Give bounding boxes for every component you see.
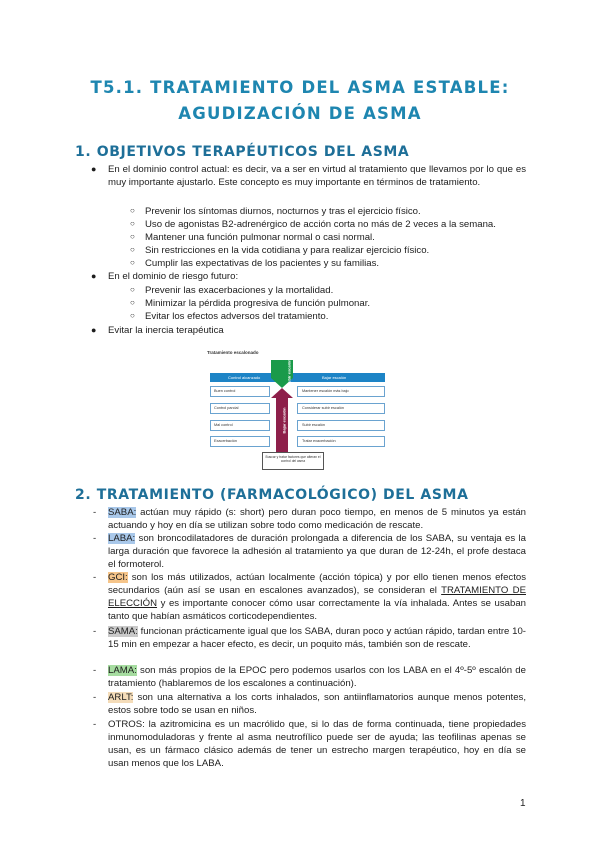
arrow-down-label: Bajar escalón — [281, 407, 287, 434]
dash-bullet: - — [93, 719, 97, 730]
sub-bullet-circle: ○ — [130, 298, 135, 307]
riesgo-item-3: Evitar los efectos adversos del tratamiento. — [145, 311, 329, 322]
bullet-dot: ● — [91, 164, 97, 174]
laba-label: LABA: — [108, 533, 136, 544]
document-title-line2: AGUDIZACIÓN DE ASMA — [178, 104, 422, 123]
bullet-dot: ● — [91, 271, 97, 281]
control-item-2: Uso de agonistas B2-adrenérgico de acción corta no más de 2 veces a la semana. — [145, 219, 496, 230]
control-item-5: Cumplir las expectativas de los pacientes y su familias. — [145, 258, 380, 269]
document-title-line1: T5.1. TRATAMIENTO DEL ASMA ESTABLE: — [90, 78, 510, 97]
section1-heading: 1. OBJETIVOS TERAPÉUTICOS DEL ASMA — [75, 144, 410, 160]
arlt-paragraph: ARLT: son una alternativa a los corts inhalados, son antiinflamatorios aunque menos potentes, estos sobre todo se usan en niños. — [108, 692, 526, 716]
figure-row-left: Control parcial — [210, 403, 270, 414]
sub-bullet-circle: ○ — [130, 245, 135, 254]
stepped-treatment-figure — [207, 350, 387, 470]
arlt-label: ARLT: — [108, 692, 134, 703]
riesgo-item-2: Minimizar la pérdida progresiva de función pulmonar. — [145, 298, 371, 309]
inercia-item: Evitar la inercia terapéutica — [108, 325, 224, 336]
dash-bullet: - — [93, 665, 97, 676]
gci-emphasis: TRATAMIENTO DE ELECCIÓN — [108, 584, 526, 609]
sub-bullet-circle: ○ — [130, 258, 135, 267]
sub-bullet-circle: ○ — [130, 285, 135, 294]
bullet-dot: ● — [91, 325, 97, 335]
sub-bullet-circle: ○ — [130, 219, 135, 228]
section2-heading: 2. TRATAMIENTO (FARMACOLÓGICO) DEL ASMA — [75, 487, 469, 503]
gci-paragraph: GCI: son los más utilizados, actúan localmente (acción tópica) y por ello tienen menos efectos secundarios (aún así se usan en escalones avanzados), se consideran el TRATAMIENTO DE ELECCIÓN y es importante conocer cómo usar correctamente la vía inhalada. Antes se usaban tanto que habían asmáticos corticodependientes. — [108, 572, 526, 622]
otros-paragraph: OTROS: la azitromicina es un macrólido que, si lo das de forma continuada, tiene propiedades inmunomoduladoras y frente al asma neutrofílico puede ser de ayuda; las teofilinas apenas se usan, es un fármaco clásico además de tener un estrecho margen terapéutico, hoy en día se usan menos que los LABA. — [108, 719, 526, 769]
dash-bullet: - — [93, 533, 97, 544]
control-item-1: Prevenir los síntomas diurnos, nocturnos y tras el ejercicio físico. — [145, 206, 421, 217]
figure-row-right: Subir escalón — [297, 420, 385, 431]
figure-top-bar — [210, 373, 385, 382]
dash-bullet: - — [93, 507, 97, 518]
sub-bullet-circle: ○ — [130, 311, 135, 320]
figure-row-right: Tratar exacerbación — [297, 436, 385, 447]
control-item-3: Mantener una función pulmonar normal o casi normal. — [145, 232, 375, 243]
figure-top-left-label: Control alcanzado — [228, 375, 261, 380]
figure-note-box: Buscar y tratar factores que alteran el control del asma — [262, 452, 324, 470]
gci-label: GCI: — [108, 572, 128, 583]
control-item-4: Sin restricciones en la vida cotidiana y para realizar ejercicio físico. — [145, 245, 430, 256]
page-number: 1 — [520, 798, 526, 809]
dash-bullet: - — [93, 692, 97, 703]
figure-title: Tratamiento escalonado — [207, 350, 259, 355]
sama-label: SAMA: — [108, 626, 138, 637]
figure-top-right-label: Bajar escalón — [322, 375, 347, 380]
figure-row-left: Exacerbación — [210, 436, 270, 447]
dash-bullet: - — [93, 626, 97, 637]
saba-paragraph: SABA: actúan muy rápido (s: short) pero duran poco tiempo, en menos de 5 minutos ya están actuando y hoy en día se utilizan sobre todo como medicación de rescate. — [108, 507, 526, 531]
sub-bullet-circle: ○ — [130, 232, 135, 241]
figure-row-right: Mantener escalón más bajo — [297, 386, 385, 397]
figure-row-left: Mal control — [210, 420, 270, 431]
riesgo-paragraph: En el dominio de riesgo futuro: — [108, 271, 239, 282]
laba-paragraph: LABA: son broncodilatadores de duración prolongada a diferencia de los SABA, su ventaja es la larga duración que favorece la adhesión al tratamiento ya que duran de 12-24h, el profe destaca el formoterol. — [108, 533, 526, 570]
sub-bullet-circle: ○ — [130, 206, 135, 215]
figure-row-left: Buen control — [210, 386, 270, 397]
riesgo-item-1: Prevenir las exacerbaciones y la mortalidad. — [145, 285, 334, 296]
saba-label: SABA: — [108, 507, 137, 518]
figure-row-right: Considerar subir escalón — [297, 403, 385, 414]
control-paragraph: En el dominio control actual: es decir, va a ser en virtud al tratamiento que llevamos por lo que es muy importante ajustarlo. Este concepto es muy importante en términos de tratamiento. — [108, 164, 526, 188]
lama-paragraph: LAMA: son más propios de la EPOC pero podemos usarlos con los LABA en el 4º-5º escalón de tratamiento (hablaremos de los escalones a continuación). — [108, 665, 526, 689]
dash-bullet: - — [93, 572, 97, 583]
arrow-up-label: Subir escalón — [286, 359, 292, 386]
lama-label: LAMA: — [108, 665, 137, 676]
sama-paragraph: SAMA: funcionan prácticamente igual que los SABA, duran poco y actúan rápido, tardan entre 10-15 min en empezar a hacer efecto, es decir, un poquito más, también son de rescate. — [108, 626, 526, 650]
